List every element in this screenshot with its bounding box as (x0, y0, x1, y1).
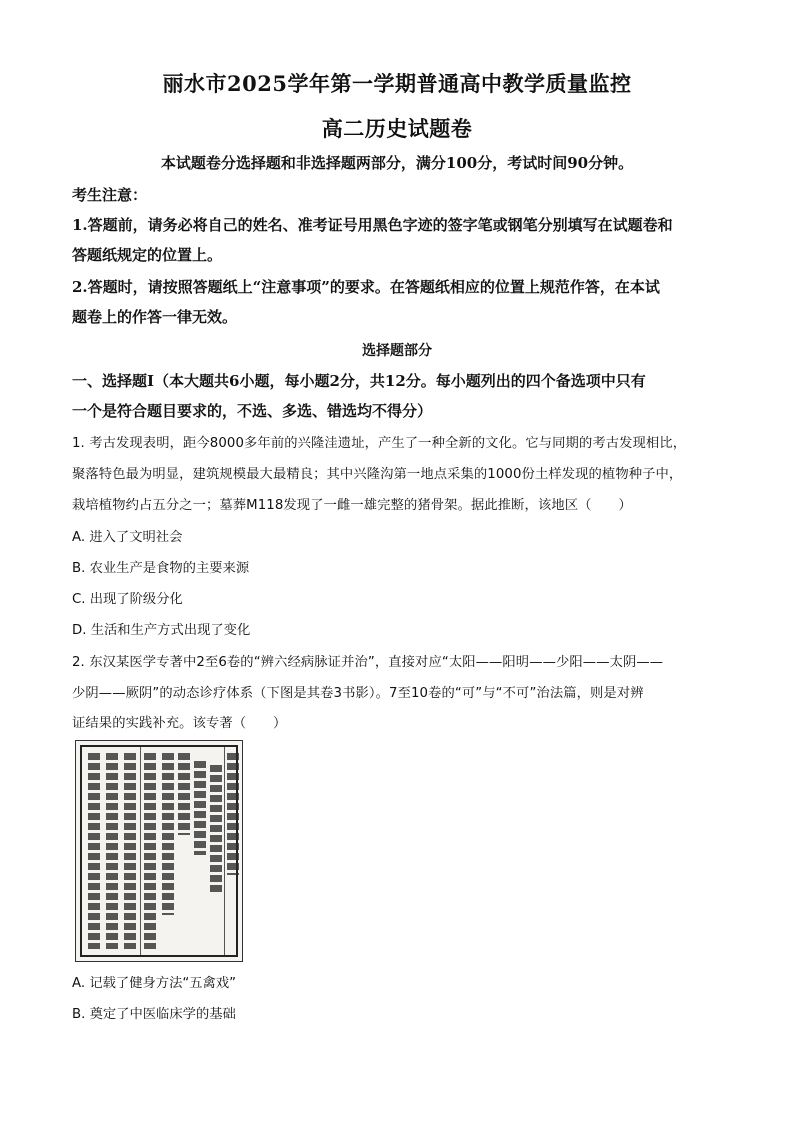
section-heading-line-2: 一个是符合题目要求的，不选、多选、错选均不得分） (72, 402, 433, 420)
text-column (162, 753, 174, 915)
text-column (210, 765, 222, 895)
text-column (227, 753, 239, 875)
question-1-line-2: 聚落特色最为明显，建筑规模最大最精良；其中兴隆沟第一地点采集的1000份土样发现的植物种子中， (72, 467, 683, 482)
notice-item-2-line-1: 2.答题时，请按照答题纸上“注意事项”的要求。在答题纸相应的位置上规范作答，在本试 (72, 278, 660, 296)
question-2-line-3: 证结果的实践补充。该专著（ ） (72, 716, 287, 731)
question-1-option-d[interactable]: D. 生活和生产方式出现了变化 (72, 623, 251, 638)
notice-item-2-line-2: 题卷上的作答一律无效。 (72, 308, 238, 326)
exam-subtitle: 高二历史试题卷 (321, 116, 473, 141)
section-heading-line-1: 一、选择题Ⅰ（本大题共6小题，每小题2分，共12分。每小题列出的四个备选项中只有 (72, 372, 646, 390)
text-column (194, 761, 206, 855)
question-2-option-a[interactable]: A. 记载了健身方法“五禽戏” (72, 976, 237, 991)
question-2-line-1: 2. 东汉某医学专著中2至6卷的“辨六经病脉证并治”，直接对应“太阳——阳明——少阳——太阴—— (72, 655, 664, 670)
text-column (178, 753, 190, 835)
part-title: 选择题部分 (362, 343, 432, 359)
text-column (88, 753, 100, 949)
column-rule (224, 747, 225, 955)
book-page-image (75, 740, 243, 962)
book-page-frame (80, 745, 238, 957)
text-column (144, 753, 156, 949)
notice-heading: 考生注意： (72, 186, 148, 204)
exam-title: 丽水市2025学年第一学期普通高中教学质量监控 (162, 71, 632, 96)
question-1-option-b[interactable]: B. 农业生产是食物的主要来源 (72, 561, 250, 576)
exam-intro: 本试题卷分选择题和非选择题两部分，满分100分，考试时间90分钟。 (160, 154, 634, 172)
question-1-option-c[interactable]: C. 出现了阶级分化 (72, 592, 183, 607)
question-1-line-3: 栽培植物约占五分之一；墓葬M118发现了一雌一雄完整的猪骨架。据此推断，该地区（ ） (72, 498, 632, 513)
question-1-line-1: 1. 考古发现表明，距今8000多年前的兴隆洼遗址，产生了一种全新的文化。它与同期的考古发现相比， (72, 436, 687, 451)
column-rule (140, 747, 141, 955)
question-1-option-a[interactable]: A. 进入了文明社会 (72, 530, 183, 545)
text-column (106, 753, 118, 949)
notice-item-1-line-1: 1.答题前，请务必将自己的姓名、准考证号用黑色字迹的签字笔或钢笔分别填写在试题卷和 (72, 216, 673, 234)
question-2-line-2: 少阴——厥阴”的动态诊疗体系（下图是其卷3书影）。7至10卷的“可”与“不可”治法篇，则是对辨 (72, 686, 644, 701)
text-column (124, 753, 136, 949)
notice-item-1-line-2: 答题纸规定的位置上。 (72, 246, 223, 264)
question-2-option-b[interactable]: B. 奠定了中医临床学的基础 (72, 1007, 236, 1022)
